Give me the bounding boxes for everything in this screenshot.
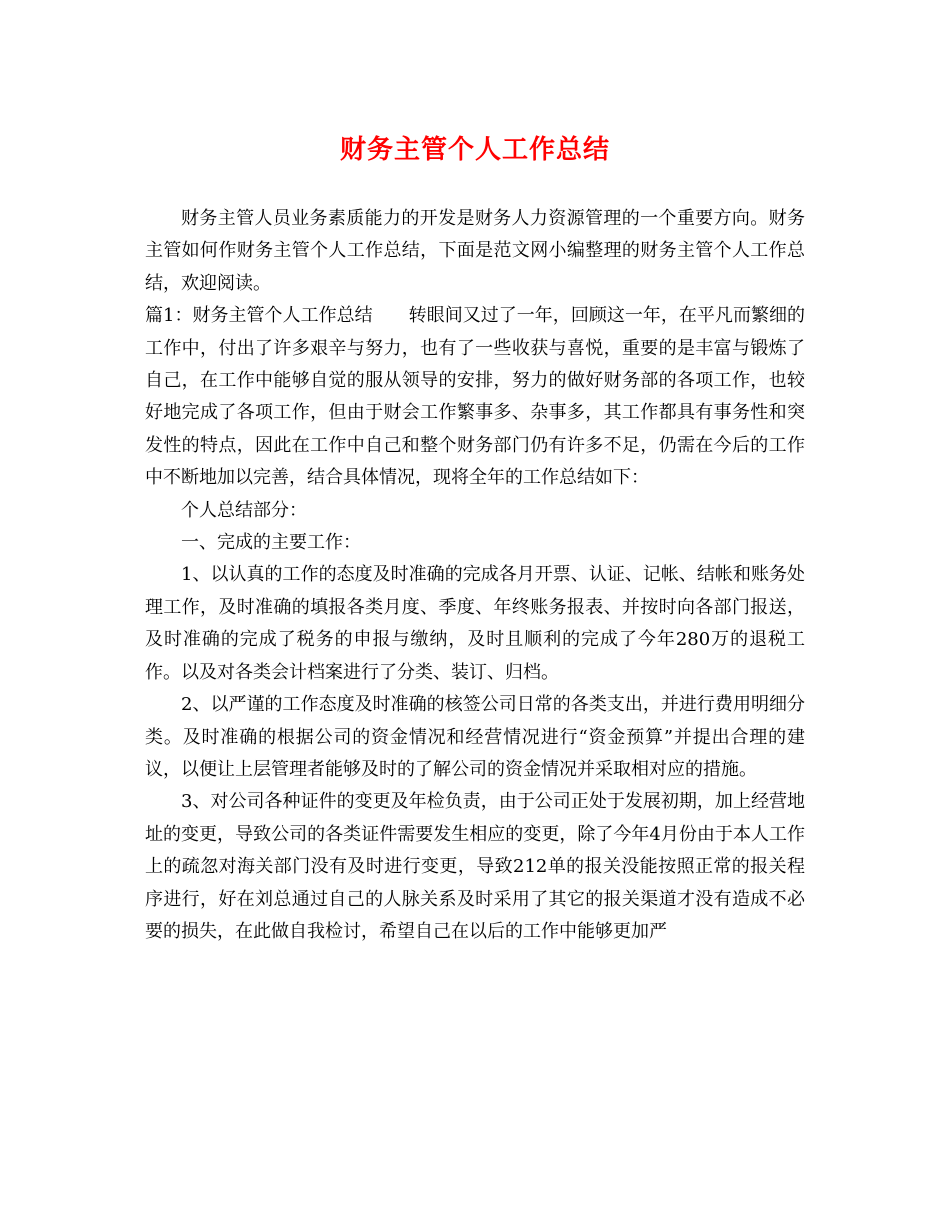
personal-summary-heading: 个人总结部分：: [181, 499, 307, 521]
section-1-paragraph: 篇1：财务主管个人工作总结 转眼间又过了一年，回顾这一年，在平凡而繁细的工作中，付出了许多艰辛与努力，也有了一些收获与喜悦，重要的是丰富与锻炼了自己，在工作中能够自觉的服从领导的安排，努力的做好财务部的各项工作，也较好地完成了各项工作，但由于财会工作繁事多、杂事多，其工作都具有事务性和突发性的特点，因此在工作中自己和整个财务部门仍有许多不足，仍需在今后的工作中不断地加以完善，结合具体情况，现将全年的工作总结如下：: [145, 305, 805, 489]
work-item-2: 2、以严谨的工作态度及时准确的核签公司日常的各类支出，并进行费用明细分类。及时准确的根据公司的资金情况和经营情况进行“资金预算”并提出合理的建议，以便让上层管理者能够及时的了解公司的资金情况并采取相对应的措施。: [145, 694, 805, 780]
intro-paragraph: 财务主管人员业务素质能力的开发是财务人力资源管理的一个重要方向。财务主管如何作财务主管个人工作总结，下面是范文网小编整理的财务主管个人工作总结，欢迎阅读。: [145, 208, 805, 294]
work-item-1: 1、以认真的工作的态度及时准确的完成各月开票、认证、记帐、结帐和账务处理工作，及时准确的填报各类月度、季度、年终账务报表、并按时向各部门报送，及时准确的完成了税务的申报与缴纳，及时且顺利的完成了今年280万的退税工作。以及对各类会计档案进行了分类、装订、归档。: [145, 564, 805, 683]
document-title: 财务主管个人工作总结: [339, 135, 610, 165]
main-work-heading: 一、完成的主要工作：: [181, 532, 361, 554]
work-item-3: 3、对公司各种证件的变更及年检负责，由于公司正处于发展初期，加上经营地址的变更，导致公司的各类证件需要发生相应的变更，除了今年4月份由于本人工作上的疏忽对海关部门没有及时进行变更，导致212单的报关没能按照正常的报关程序进行，好在刘总通过自己的人脉关系及时采用了其它的报关渠道才没有造成不必要的损失，在此做自我检讨，希望自己在以后的工作中能够更加严: [145, 791, 805, 942]
document-body: [145, 203, 805, 948]
